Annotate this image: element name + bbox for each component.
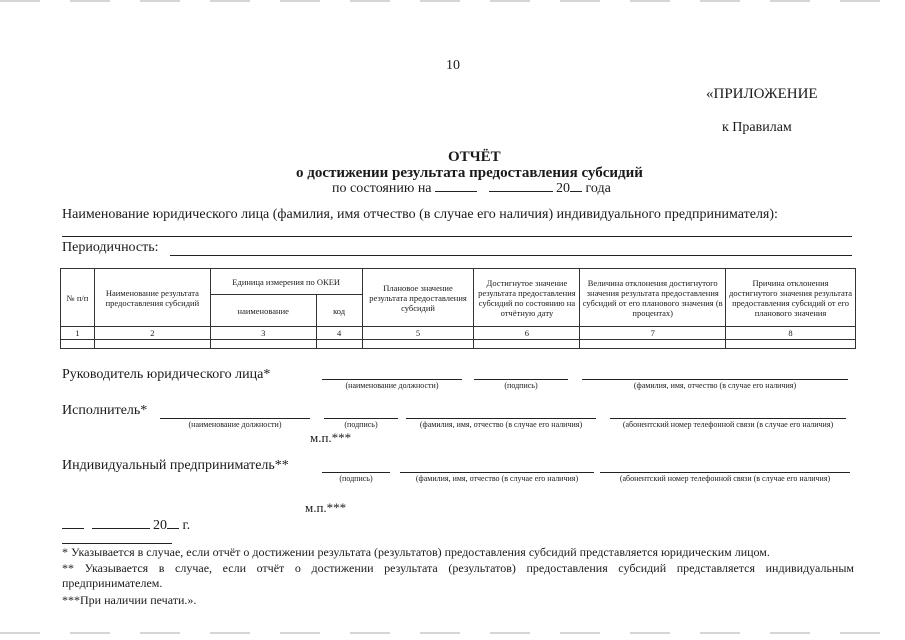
caption-position: (наименование должности)	[188, 420, 282, 429]
caption-fio: (фамилия, имя, отчество (в случае его наличия)	[633, 381, 797, 390]
header-unit-code: код	[316, 295, 362, 327]
report-date-line	[332, 181, 611, 197]
periodicity-field[interactable]	[170, 255, 852, 256]
stamp-placeholder: м.п.***	[305, 500, 347, 515]
caption-fio: (фамилия, имя, отчество (в случае его наличия)	[419, 420, 583, 429]
entrepreneur-signature-field[interactable]	[322, 472, 390, 473]
column-number: 6	[474, 327, 580, 340]
executor-phone-field[interactable]	[610, 418, 846, 419]
header-planned: Плановое значение результата предоставления субсидий	[362, 269, 474, 327]
month-blank[interactable]	[489, 191, 553, 192]
data-cell[interactable]	[474, 340, 580, 349]
caption-signature: (подпись)	[504, 381, 538, 390]
date-prefix: по состоянию на	[332, 181, 432, 196]
page-number: 10	[446, 58, 460, 73]
entrepreneur-fio-field[interactable]	[400, 472, 594, 473]
head-label: Руководитель юридического лица*	[62, 367, 271, 382]
date-year: 20	[556, 181, 571, 196]
report-title: ОТЧЁТ	[448, 149, 501, 165]
caption-phone: (абонентский номер телефонной связи (в случае его наличия)	[622, 420, 834, 429]
column-number: 8	[726, 327, 856, 340]
header-name: Наименование результата предоставления субсидий	[94, 269, 210, 327]
periodicity-label: Периодичность:	[62, 240, 159, 255]
sign-day-blank[interactable]	[62, 528, 84, 529]
column-number: 4	[316, 327, 362, 340]
head-signature-field[interactable]	[474, 379, 568, 380]
data-cell[interactable]	[316, 340, 362, 349]
appendix-subtitle: к Правилам	[722, 120, 792, 135]
sign-date	[62, 518, 190, 534]
executor-label: Исполнитель*	[62, 403, 148, 418]
caption-phone: (абонентский номер телефонной связи (в случае его наличия)	[619, 474, 831, 483]
report-subtitle: о достижении результата предоставления субсидий	[296, 165, 643, 181]
head-fio-field[interactable]	[582, 379, 848, 380]
footnote-3: ***При наличии печати.».	[62, 593, 197, 607]
entrepreneur-phone-field[interactable]	[600, 472, 850, 473]
executor-position-field[interactable]	[160, 418, 310, 419]
data-cell[interactable]	[580, 340, 726, 349]
data-cell[interactable]	[94, 340, 210, 349]
column-number: 7	[580, 327, 726, 340]
caption-signature: (подпись)	[339, 474, 373, 483]
executor-fio-field[interactable]	[406, 418, 596, 419]
appendix-title: «ПРИЛОЖЕНИЕ	[706, 86, 818, 102]
data-cell[interactable]	[362, 340, 474, 349]
header-unit-group: Единица измерения по ОКЕИ	[210, 269, 362, 295]
entrepreneur-label: Индивидуальный предприниматель**	[62, 458, 289, 473]
entity-name-field[interactable]	[62, 236, 852, 237]
scan-artifact-bottom	[0, 632, 905, 634]
date-suffix: года	[585, 181, 611, 196]
footnote-1: * Указывается в случае, если отчёт о достижении результата (результатов) предоставления субсидий представляется юридическим лицом.	[62, 545, 770, 559]
year-blank[interactable]	[570, 191, 582, 192]
scan-artifact-top	[0, 0, 905, 2]
stamp-placeholder: м.п.***	[310, 430, 352, 445]
entity-name-label: Наименование юридического лица (фамилия, имя отчество (в случае его наличия) индивидуального предпринимателя):	[62, 207, 778, 222]
column-number: 5	[362, 327, 474, 340]
head-position-field[interactable]	[322, 379, 462, 380]
data-cell[interactable]	[210, 340, 316, 349]
header-deviation: Величина отклонения достигнутого значения результата предоставления субсидий от его планового значения (в процентах)	[580, 269, 726, 327]
column-number: 1	[61, 327, 95, 340]
caption-position: (наименование должности)	[345, 381, 439, 390]
sign-date-year: 20	[153, 518, 167, 533]
data-cell[interactable]	[61, 340, 95, 349]
caption-fio: (фамилия, имя, отчество (в случае его наличия)	[415, 474, 579, 483]
footnote-separator	[62, 543, 172, 544]
sign-month-blank[interactable]	[92, 528, 150, 529]
column-number: 2	[94, 327, 210, 340]
footnote-2: ** Указывается в случае, если отчёт о достижении результата (результатов) предоставления субсидий представляется индивидуальным предпринимателем.	[62, 561, 854, 590]
header-num: № п/п	[61, 269, 95, 327]
data-cell[interactable]	[726, 340, 856, 349]
sign-date-suffix: г.	[182, 518, 191, 533]
header-unit-name: наименование	[210, 295, 316, 327]
header-achieved: Достигнутое значение результата предоставления субсидий по состоянию на отчётную дату	[474, 269, 580, 327]
header-reason: Причина отклонения достигнутого значения результата предоставления субсидий от его планового значения	[726, 269, 856, 327]
executor-signature-field[interactable]	[324, 418, 398, 419]
column-number: 3	[210, 327, 316, 340]
sign-year-blank[interactable]	[167, 528, 179, 529]
day-blank[interactable]	[435, 191, 477, 192]
results-table	[60, 268, 856, 349]
caption-signature: (подпись)	[344, 420, 378, 429]
